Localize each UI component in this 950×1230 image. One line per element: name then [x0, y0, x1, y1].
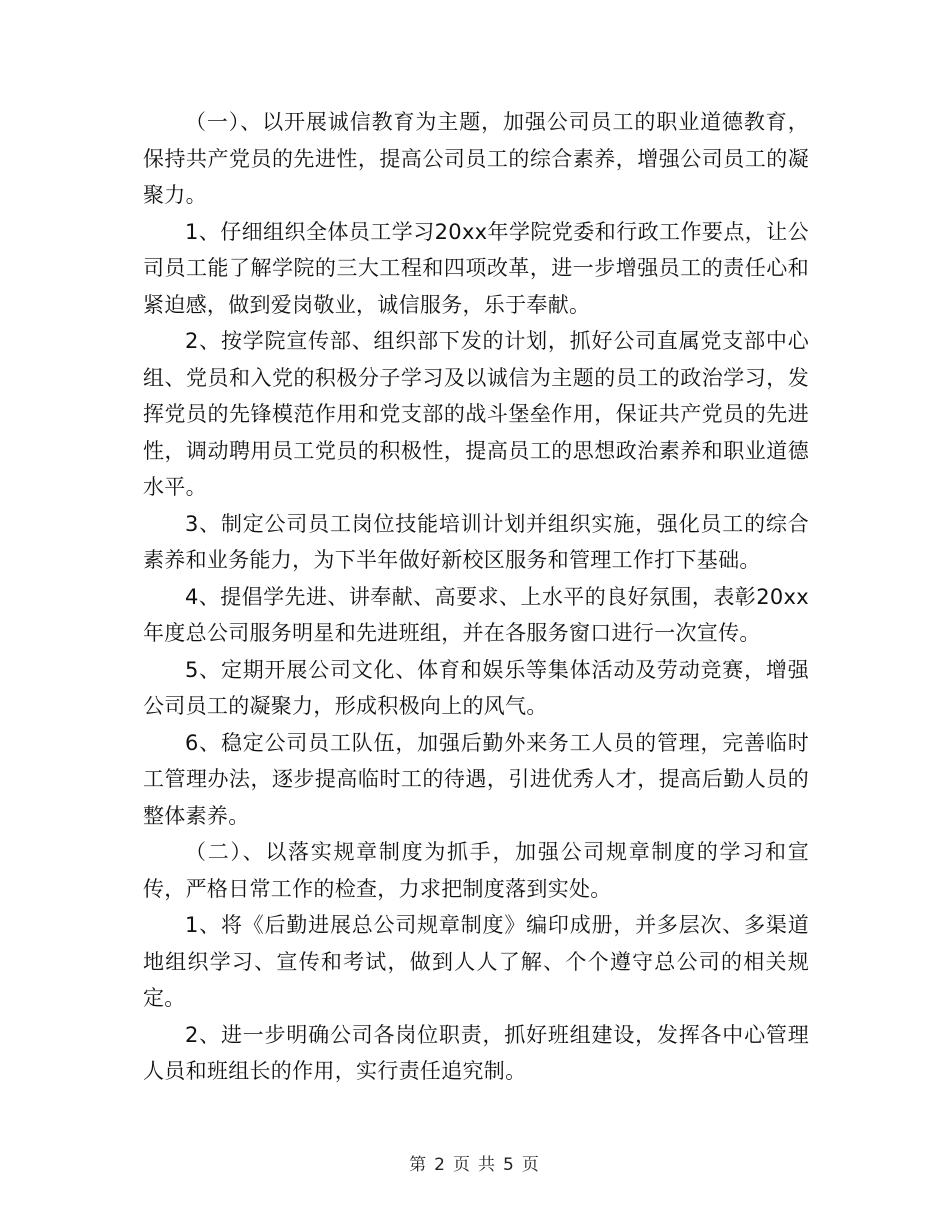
paragraph-section-1-heading: （一）、以开展诚信教育为主题，加强公司员工的职业道德教育，保持共产党员的先进性，提高公司员工的综合素养，增强公司员工的凝聚力。: [143, 110, 809, 207]
footer-suffix: 页: [521, 1155, 541, 1175]
paragraph-item-6: 6、稳定公司员工队伍，加强后勤外来务工人员的管理，完善临时工管理办法，逐步提高临时工的待遇，引进优秀人才，提高后勤人员的整体素养。: [143, 730, 809, 828]
footer-current-page: 2: [434, 1155, 447, 1175]
paragraph-section-2-heading: （二）、以落实规章制度为抓手，加强公司规章制度的学习和宣传，严格日常工作的检查，力求把制度落到实处。: [143, 840, 809, 901]
paragraph-item-7: 1、将《后勤进展总公司规章制度》编印成册，并多层次、多渠道地组织学习、宣传和考试，做到人人了解、个个遵守总公司的相关规定。: [143, 913, 809, 1010]
page-footer: [0, 1150, 950, 1175]
paragraph-item-8: 2、进一步明确公司各岗位职责，抓好班组建设，发挥各中心管理人员和班组长的作用，实行责任追究制。: [143, 1022, 809, 1083]
paragraph-item-5: 5、定期开展公司文化、体育和娱乐等集体活动及劳动竞赛，增强公司员工的凝聚力，形成积极向上的风气。: [143, 657, 809, 718]
paragraph-item-3: 3、制定公司员工岗位技能培训计划并组织实施，强化员工的综合素养和业务能力，为下半年做好新校区服务和管理工作打下基础。: [143, 511, 809, 572]
footer-prefix: 第: [409, 1155, 429, 1175]
footer-page-label: 页: [453, 1155, 472, 1175]
footer-total-label: 共: [478, 1155, 497, 1175]
document-body: [143, 104, 809, 1090]
footer-total-pages: 5: [503, 1155, 516, 1175]
paragraph-item-4: 4、提倡学先进、讲奉献、高要求、上水平的良好氛围，表彰20xx年度总公司服务明星和先进班组，并在各服务窗口进行一次宣传。: [143, 584, 809, 645]
paragraph-item-2: 2、按学院宣传部、组织部下发的计划，抓好公司直属党支部中心组、党员和入党的积极分子学习及以诚信为主题的员工的政治学习，发挥党员的先锋模范作用和党支部的战斗堡垒作用，保证共产党员的先进性，调动聘用员工党员的积极性，提高员工的思想政治素养和职业道德水平。: [143, 329, 809, 499]
paragraph-item-1: 1、仔细组织全体员工学习20xx年学院党委和行政工作要点，让公司员工能了解学院的三大工程和四项改革，进一步增强员工的责任心和紧迫感，做到爱岗敬业，诚信服务，乐于奉献。: [143, 219, 809, 317]
